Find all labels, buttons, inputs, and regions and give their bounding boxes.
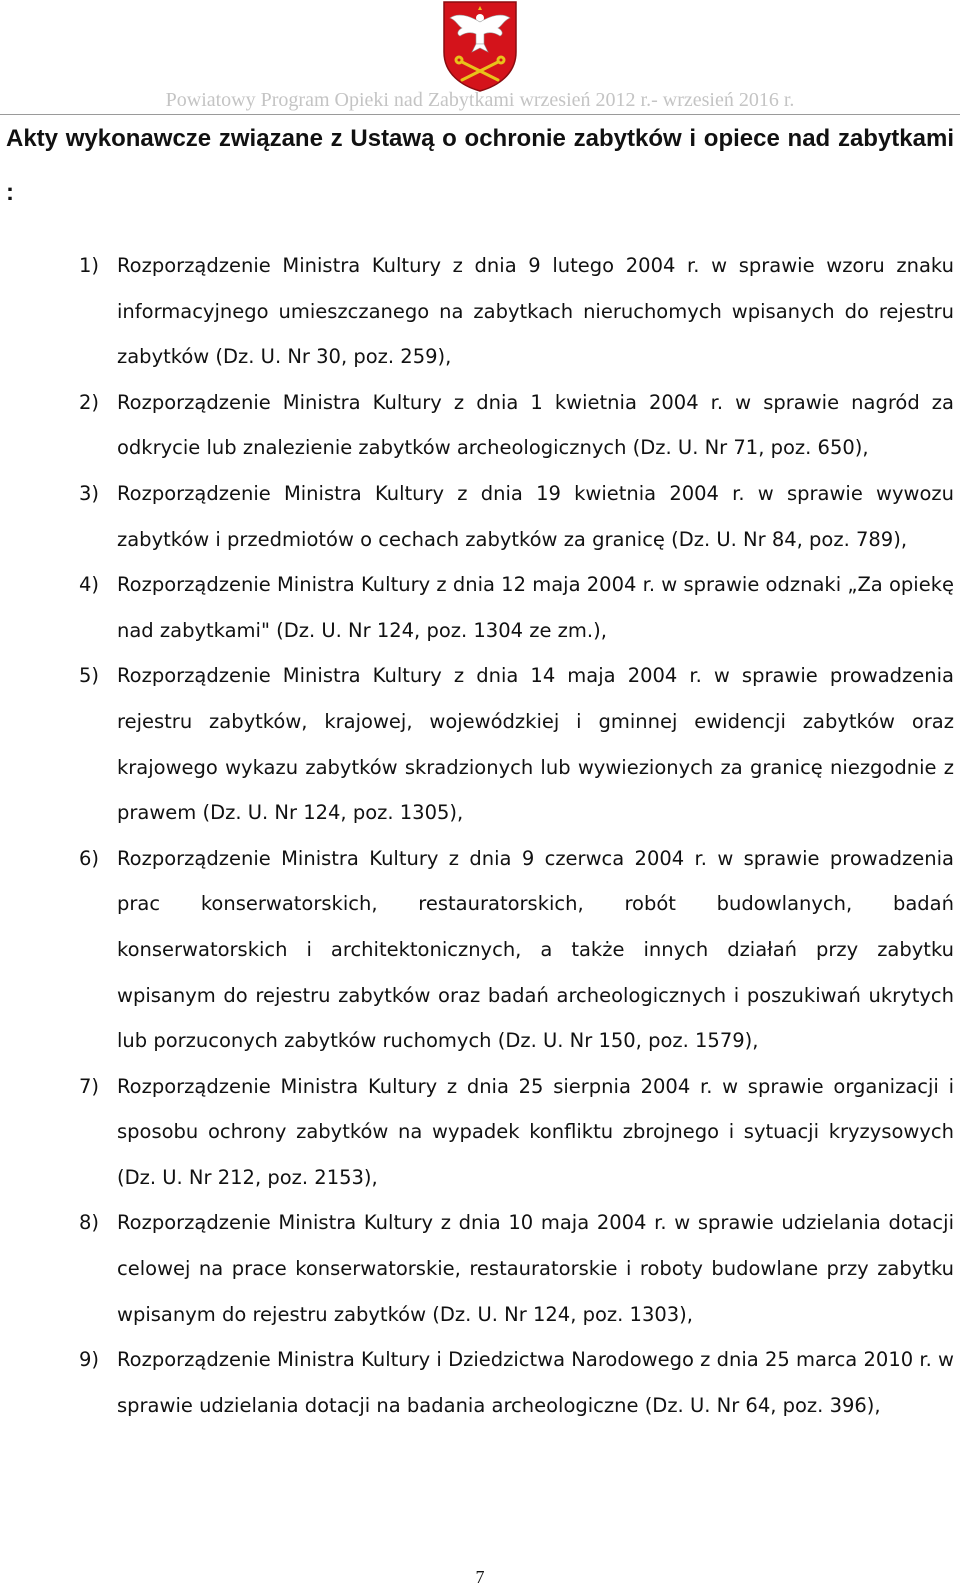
list-item-text: Rozporządzenie Ministra Kultury z dnia 1 kwietnia 2004 r. w sprawie nagród za odkrycie lub znalezienie zabytków archeologicznych (Dz. U. Nr 71, poz. 650), — [117, 390, 954, 460]
list-item — [0, 1064, 960, 1201]
list-item-text: Rozporządzenie Ministra Kultury z dnia 9 czerwca 2004 r. w sprawie prowadzenia prac konserwatorskich, restauratorskich, robót budowlanych, badań konserwatorskich i architektonicznych, a także innych działań przy zabytku wpisanym do rejestru zabytków oraz badań archeologicznych i poszukiwań ukrytych lub porzuconych zabytków ruchomych (Dz. U. Nr 150, poz. 1579), — [117, 846, 954, 1053]
list-item-text: Rozporządzenie Ministra Kultury z dnia 25 sierpnia 2004 r. w sprawie organizacji i sposobu ochrony zabytków na wypadek konfliktu zbrojnego i sytuacji kryzysowych (Dz. U. Nr 212, poz. 2153), — [117, 1074, 954, 1189]
list-item-number: 9) — [79, 1348, 100, 1372]
list-item-number: 6) — [79, 846, 100, 870]
list-item-text: Rozporządzenie Ministra Kultury z dnia 9 lutego 2004 r. w sprawie wzoru znaku informacyjnego umieszczanego na zabytkach nieruchomych wpisanych do rejestru zabytków (Dz. U. Nr 30, poz. 259), — [117, 254, 954, 369]
list-item-number: 8) — [79, 1211, 100, 1235]
executive-acts-list — [0, 243, 960, 1428]
coat-of-arms-icon — [440, 0, 520, 92]
list-item — [0, 1337, 960, 1428]
list-item-number: 3) — [79, 481, 100, 505]
list-item — [0, 562, 960, 653]
list-item-text: Rozporządzenie Ministra Kultury z dnia 19 kwietnia 2004 r. w sprawie wywozu zabytków i przedmiotów o cechach zabytków za granicę (Dz. U. Nr 84, poz. 789), — [117, 481, 954, 551]
section-heading: Akty wykonawcze związane z Ustawą o ochronie zabytków i opiece nad zabytkami : — [6, 125, 954, 206]
list-item-text: Rozporządzenie Ministra Kultury i Dziedzictwa Narodowego z dnia 25 marca 2010 r. w sprawie udzielania dotacji na badania archeologiczne (Dz. U. Nr 64, poz. 396), — [117, 1348, 954, 1417]
list-item — [0, 243, 960, 380]
list-item-number: 4) — [79, 573, 100, 597]
list-item — [0, 836, 960, 1064]
list-item-text: Rozporządzenie Ministra Kultury z dnia 10 maja 2004 r. w sprawie udzielania dotacji celowej na prace konserwatorskie, restauratorskie i roboty budowlane przy zabytku wpisanym do rejestru zabytków (Dz. U. Nr 124, poz. 1303), — [117, 1211, 954, 1326]
list-item-number: 5) — [79, 664, 100, 688]
list-item-number: 1) — [79, 254, 100, 277]
page-number: 7 — [475, 1567, 485, 1587]
list-item-text: Rozporządzenie Ministra Kultury z dnia 14 maja 2004 r. w sprawie prowadzenia rejestru zabytków, krajowej, wojewódzkiej i gminnej ewidencji zabytków oraz krajowego wykazu zabytków skradzionych lub wywiezionych za granicę niezgodnie z prawem (Dz. U. Nr 124, poz. 1305), — [117, 664, 954, 825]
list-item — [0, 653, 960, 835]
list-item — [0, 1200, 960, 1337]
list-item-text: Rozporządzenie Ministra Kultury z dnia 12 maja 2004 r. w sprawie odznaki „Za opiekę nad zabytkami" (Dz. U. Nr 124, poz. 1304 ze zm.), — [117, 573, 954, 642]
running-header-title: Powiatowy Program Opieki nad Zabytkami wrzesień 2012 r.- wrzesień 2016 r. — [165, 89, 795, 111]
list-item — [0, 380, 960, 471]
list-item-number: 7) — [79, 1074, 100, 1098]
list-item-number: 2) — [79, 390, 100, 414]
list-item — [0, 471, 960, 562]
